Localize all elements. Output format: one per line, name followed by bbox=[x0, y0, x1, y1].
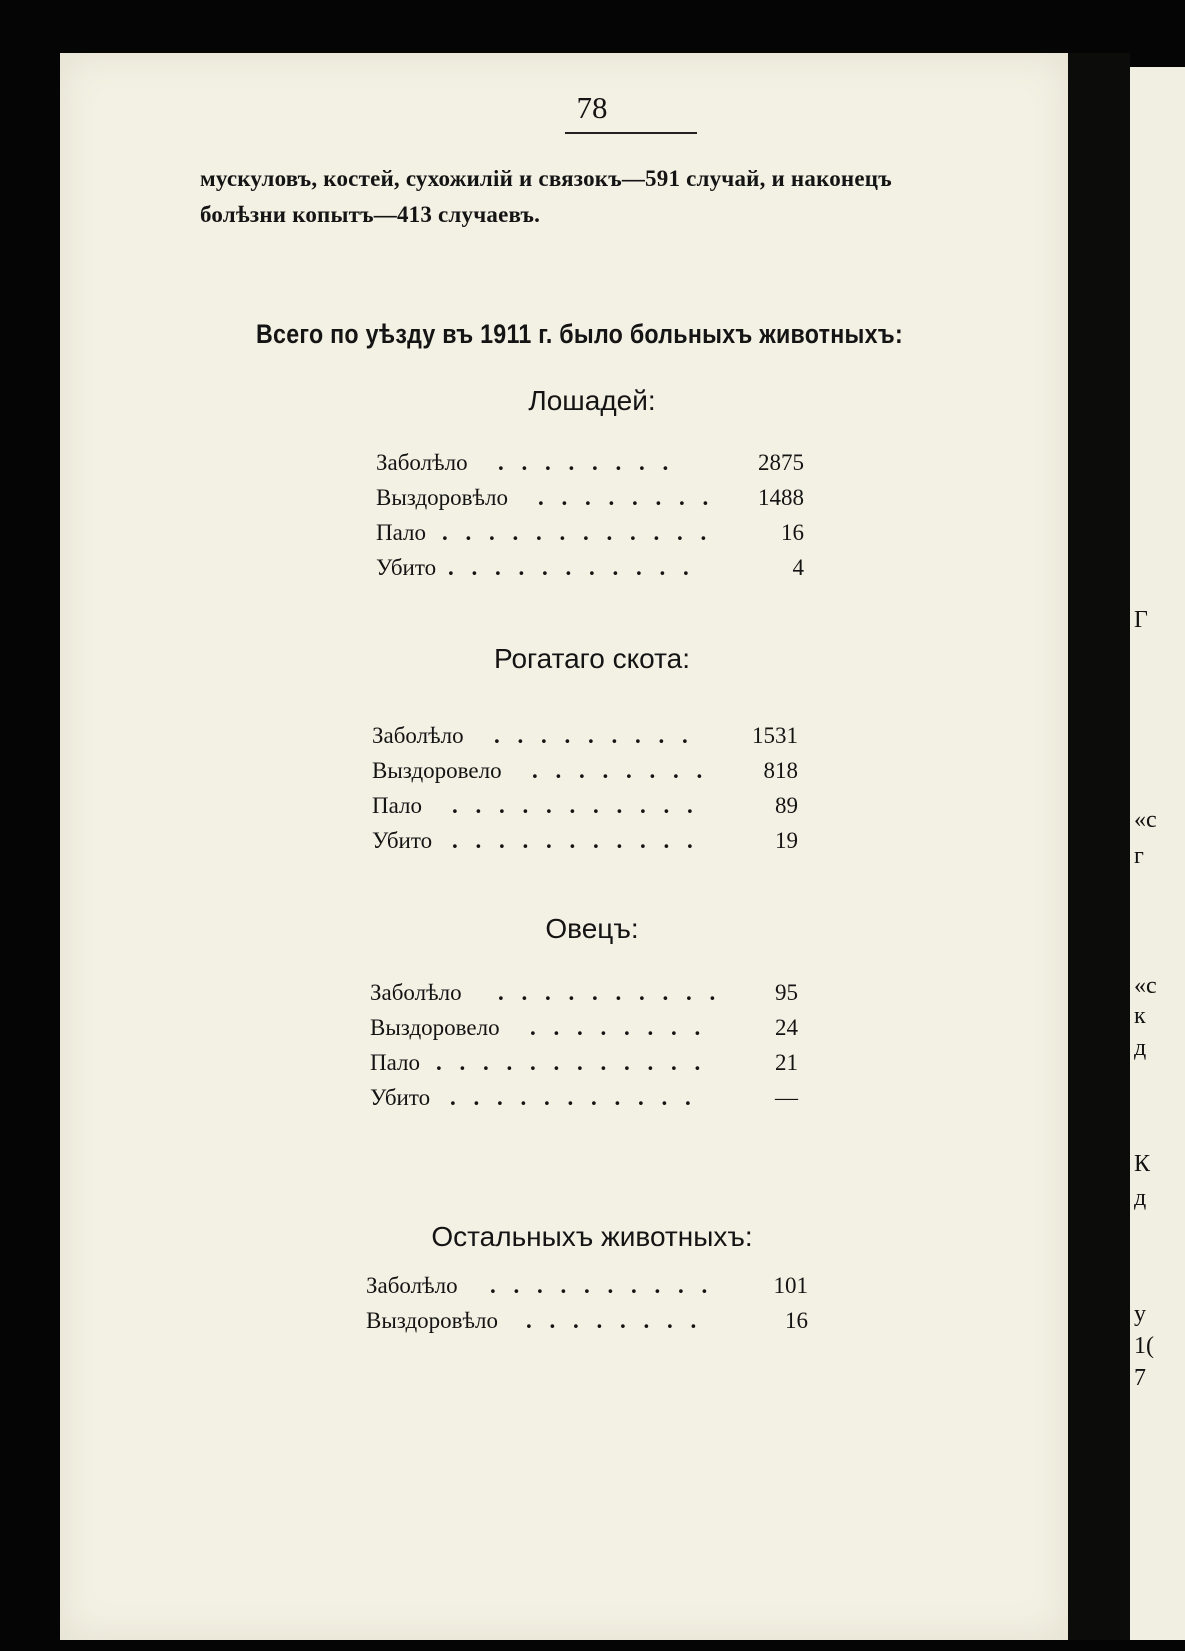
stat-value: 95 bbox=[775, 980, 798, 1005]
section-title-other-animals: Остальныхъ животныхъ: bbox=[431, 1221, 753, 1252]
leader-dots: . . . . . . . . bbox=[526, 1308, 703, 1333]
stat-table-other-animals bbox=[366, 1268, 836, 1338]
stat-value: 89 bbox=[775, 793, 798, 818]
stat-row bbox=[376, 480, 836, 515]
stat-value: 21 bbox=[775, 1050, 798, 1075]
paragraph-line: мускуловъ, костей, сухожилій и связокъ—591 случай, и наконецъ bbox=[200, 166, 892, 191]
stat-value: 818 bbox=[763, 758, 798, 783]
leader-dots: . . . . . . . . bbox=[498, 450, 675, 475]
adjacent-page-fragment: «с bbox=[1134, 973, 1157, 999]
adjacent-page-fragment: Г bbox=[1134, 607, 1148, 633]
stat-label: Заболѣло bbox=[366, 1273, 458, 1298]
paragraph-line: болѣзни копытъ—413 случаевъ. bbox=[200, 202, 541, 227]
book-page bbox=[60, 53, 1068, 1640]
page-number-rule bbox=[565, 132, 697, 134]
stat-row bbox=[376, 515, 836, 550]
section-title-sheep: Овецъ: bbox=[545, 913, 639, 944]
adjacent-page-fragment: К bbox=[1134, 1151, 1151, 1177]
stat-row bbox=[370, 1010, 830, 1045]
leader-dots: . . . . . . . . bbox=[530, 1015, 707, 1040]
stat-table-cattle bbox=[372, 718, 832, 858]
stat-value: 2875 bbox=[758, 450, 804, 475]
stat-value: — bbox=[775, 1085, 798, 1110]
stat-row bbox=[370, 1045, 830, 1080]
stat-label: Выздоровело bbox=[370, 1015, 500, 1040]
adjacent-page-edge bbox=[1130, 67, 1185, 1640]
adjacent-page-fragment: г bbox=[1134, 843, 1144, 869]
body-paragraph bbox=[200, 161, 1130, 233]
stat-row bbox=[366, 1268, 836, 1303]
page-number: 78 bbox=[576, 90, 608, 125]
section-title-cattle: Рогатаго скота: bbox=[494, 643, 690, 674]
adjacent-page-fragment: 1( bbox=[1134, 1333, 1154, 1359]
stat-label: Выздоровѣло bbox=[376, 485, 508, 510]
leader-dots: . . . . . . . . . . . . bbox=[442, 520, 713, 545]
stat-row bbox=[372, 753, 832, 788]
stat-label: Выздоровѣло bbox=[366, 1308, 498, 1333]
adjacent-page-fragment: д bbox=[1134, 1185, 1147, 1211]
stat-label: Убито bbox=[376, 555, 437, 580]
adjacent-page-fragment: «с bbox=[1134, 807, 1157, 833]
stat-row bbox=[372, 718, 832, 753]
adjacent-page-fragment: к bbox=[1134, 1003, 1146, 1029]
stat-row bbox=[370, 975, 830, 1010]
summary-heading: Всего по уѣзду въ 1911 г. было больныхъ животныхъ: bbox=[256, 319, 903, 349]
stat-label: Заболѣло bbox=[372, 723, 464, 748]
page-content bbox=[60, 53, 1068, 1640]
stat-label: Заболѣло bbox=[370, 980, 462, 1005]
stat-value: 1488 bbox=[758, 485, 804, 510]
stat-label: Пало bbox=[372, 793, 422, 818]
stat-value: 101 bbox=[773, 1273, 808, 1298]
stat-row bbox=[366, 1303, 836, 1338]
stat-value: 16 bbox=[785, 1308, 808, 1333]
leader-dots: . . . . . . . . . . bbox=[490, 1273, 714, 1298]
leader-dots: . . . . . . . . . . . bbox=[452, 828, 699, 853]
leader-dots: . . . . . . . . . . . bbox=[450, 1085, 697, 1110]
stat-row bbox=[376, 550, 836, 585]
stat-value: 24 bbox=[775, 1015, 798, 1040]
section-title-horses: Лошадей: bbox=[528, 385, 656, 416]
stat-label: Пало bbox=[370, 1050, 420, 1075]
stat-value: 19 bbox=[775, 828, 798, 853]
stat-row bbox=[370, 1080, 830, 1115]
leader-dots: . . . . . . . . . . . bbox=[448, 555, 695, 580]
stat-row bbox=[372, 823, 832, 858]
leader-dots: . . . . . . . . . . bbox=[498, 980, 722, 1005]
leader-dots: . . . . . . . . . . . bbox=[452, 793, 699, 818]
book-spine bbox=[1068, 53, 1130, 1640]
stat-value: 16 bbox=[781, 520, 804, 545]
adjacent-page-fragment: 7 bbox=[1134, 1365, 1146, 1391]
adjacent-page-fragment: у bbox=[1134, 1301, 1146, 1327]
adjacent-page-fragment: д bbox=[1134, 1035, 1147, 1061]
stat-label: Заболѣло bbox=[376, 450, 468, 475]
leader-dots: . . . . . . . . bbox=[538, 485, 715, 510]
leader-dots: . . . . . . . . . bbox=[494, 723, 694, 748]
stat-table-horses bbox=[376, 445, 836, 585]
stat-value: 1531 bbox=[752, 723, 798, 748]
leader-dots: . . . . . . . . bbox=[532, 758, 709, 783]
stat-label: Убито bbox=[372, 828, 433, 853]
stat-label: Убито bbox=[370, 1085, 431, 1110]
leader-dots: . . . . . . . . . . . . bbox=[436, 1050, 707, 1075]
stat-label: Пало bbox=[376, 520, 426, 545]
stat-row bbox=[376, 445, 836, 480]
stat-value: 4 bbox=[792, 555, 804, 580]
stat-label: Выздоровело bbox=[372, 758, 502, 783]
stat-table-sheep bbox=[370, 975, 830, 1115]
stat-row bbox=[372, 788, 832, 823]
